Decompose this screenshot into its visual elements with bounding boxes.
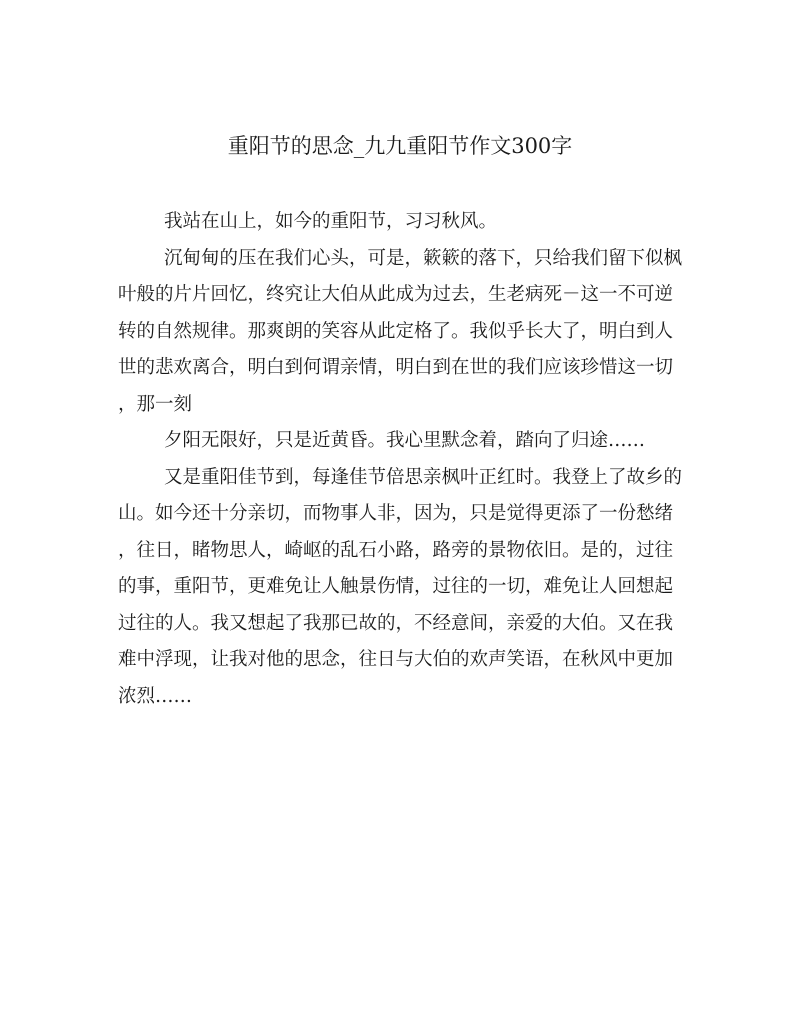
text-line: 夕阳无限好，只是近黄昏。我心里默念着，踏向了归途…… bbox=[164, 430, 646, 451]
page-title: 重阳节的思念_九九重阳节作文300字 bbox=[227, 134, 573, 158]
text-line: 沉甸甸的压在我们心头，可是，簌簌的落下，只给我们留下似枫 bbox=[164, 247, 683, 269]
text-line: 又是重阳佳节到，每逢佳节倍思亲枫叶正红时。我登上了故乡的 bbox=[164, 466, 683, 488]
text-line: 世的悲欢离合，明白到何谓亲情，明白到在世的我们应该珍惜这一切 bbox=[118, 357, 674, 378]
text-line: 叶般的片片回忆，终究让大伯从此成为过去，生老病死－这一不可逆 bbox=[118, 284, 674, 305]
text-line: 我站在山上，如今的重阳节，习习秋风。 bbox=[164, 211, 498, 232]
text-line: 难中浮现，让我对他的思念，往日与大伯的欢声笑语，在秋风中更加 bbox=[118, 649, 674, 670]
document-body bbox=[118, 204, 688, 715]
text-line: 过往的人。我又想起了我那已故的，不经意间，亲爱的大伯。又在我 bbox=[118, 612, 674, 634]
text-line: 浓烈…… bbox=[118, 685, 193, 707]
paragraph-1 bbox=[118, 204, 688, 241]
paragraph-3 bbox=[118, 423, 688, 460]
text-line: ，往日，睹物思人，崎岖的乱石小路，路旁的景物依旧。是的，过往 bbox=[118, 539, 674, 561]
text-line: 转的自然规律。那爽朗的笑容从此定格了。我似乎长大了，明白到人 bbox=[118, 320, 674, 342]
text-line: 的事，重阳节，更难免让人触景伤情，过往的一切，难免让人回想起 bbox=[118, 576, 674, 597]
text-line: ，那一刻 bbox=[118, 393, 193, 415]
paragraph-2 bbox=[118, 241, 688, 424]
paragraph-4 bbox=[118, 460, 688, 716]
text-line: 山。如今还十分亲切，而物事人非，因为，只是觉得更添了一份愁绪 bbox=[118, 503, 674, 524]
